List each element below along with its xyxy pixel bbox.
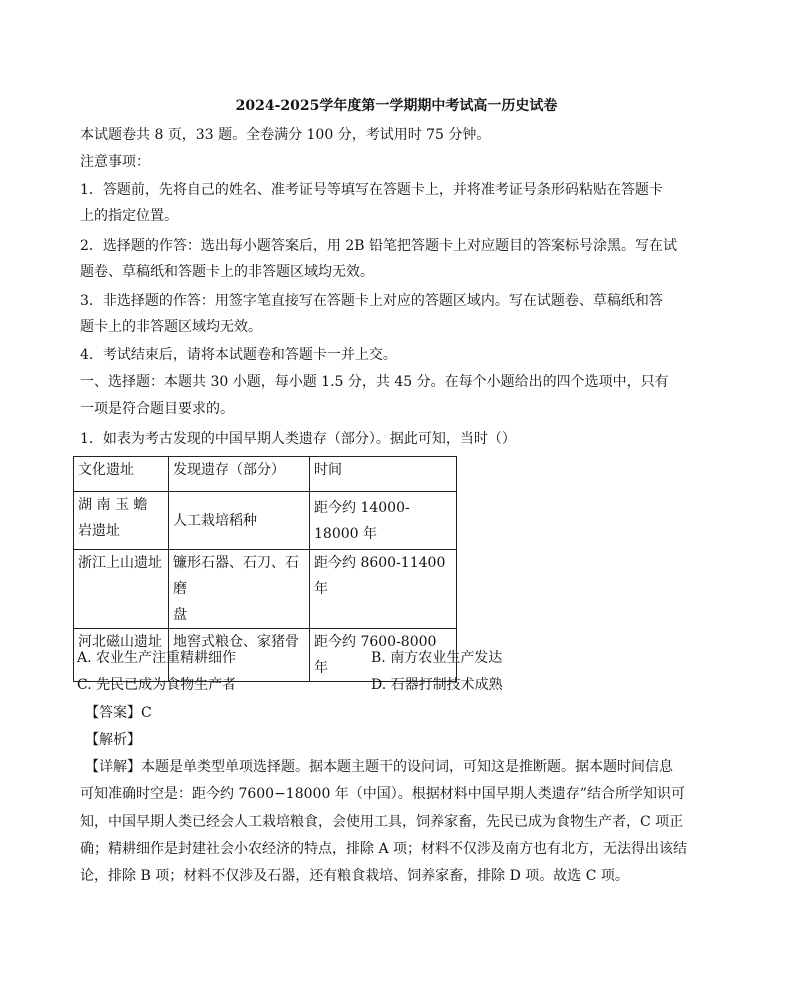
option-a: A. 农业生产注重精耕细作: [77, 650, 237, 666]
explanation-line: 知，中国早期人类已经会人工栽培粮食，会使用工具，饲养家畜，先民已成为食物生产者，C 项正: [80, 814, 684, 830]
table-row: [74, 492, 457, 550]
table-header-cell: 文化遗址: [74, 457, 169, 492]
finds-line: 盘: [173, 607, 187, 623]
table-cell-site: 浙江上山遗址: [74, 550, 169, 629]
table-cell-finds: 地窖式粮仓、家猪骨: [169, 629, 310, 682]
table-cell-time: 距今约 7600-8000 年: [310, 629, 457, 682]
site-line: 岩遗址: [78, 523, 120, 539]
explanation-line: 可知准确时空是：距今约 7600−18000 年（中国）。根据材料中国早期人类遗存”结合所学知识可: [80, 786, 685, 802]
table-header-row: [74, 457, 457, 492]
analysis-heading: 【解析】: [85, 732, 141, 748]
table-cell-finds: 人工栽培稻种: [169, 492, 310, 550]
notice-heading: 注意事项：: [80, 154, 150, 170]
intro-text: 本试题卷共 8 页，33 题。全卷满分 100 分，考试用时 75 分钟。: [80, 127, 491, 143]
table-cell-site: [74, 492, 169, 550]
notice-line: 2．选择题的作答：选出每小题答案后，用 2B 铅笔把答题卡上对应题目的答案标号涂黑。写在试: [80, 238, 678, 254]
notice-line: 上的指定位置。: [80, 208, 178, 224]
question-1-stem: 1．如表为考古发现的中国早期人类遗存（部分）。据此可知，当时（）: [80, 431, 516, 447]
option-d: D. 石器打制技术成熟: [371, 677, 503, 693]
table-cell-time: 距今约 8600-11400 年: [310, 550, 457, 629]
finds-line: 镰形石器、石刀、石磨: [173, 555, 299, 597]
notice-line: 4．考试结束后，请将本试题卷和答题卡一并上交。: [80, 347, 397, 363]
answer-text: 【答案】C: [85, 705, 152, 721]
explanation-line: 确；精耕细作是封建社会小农经济的特点，排除 A 项；材料不仅涉及南方也有北方，无法得出该结: [80, 841, 688, 857]
notice-line: 1．答题前，先将自己的姓名、准考证号等填写在答题卡上，并将准考证号条形码粘贴在答题卡: [80, 182, 663, 198]
site-line: 湖 南 玉 蟾: [78, 497, 148, 513]
notice-line: 题卷、草稿纸和答题卡上的非答题区域均无效。: [80, 264, 374, 280]
table-cell-finds: [169, 550, 310, 629]
table-row: [74, 550, 457, 629]
option-c: C. 先民已成为食物生产者: [77, 677, 237, 693]
explanation-line: 【详解】本题是单类型单项选择题。据本题主题干的设问词，可知这是推断题。据本题时间信息: [85, 759, 673, 775]
explanation-line: 论，排除 B 项；材料不仅涉及石器，还有粮食栽培、饲养家畜，排除 D 项。故选 C 项。: [80, 868, 629, 884]
section-instruction: 一项是符合题目要求的。: [80, 401, 234, 417]
notice-line: 3．非选择题的作答：用签字笔直接写在答题卡上对应的答题区域内。写在试题卷、草稿纸和答: [80, 293, 663, 309]
table-cell-time: 距今约 14000-18000 年: [310, 492, 457, 550]
exam-title: 2024-2025学年度第一学期期中考试高一历史试卷: [235, 98, 558, 114]
option-b: B. 南方农业生产发达: [371, 650, 503, 666]
table-header-cell: 时间: [310, 457, 457, 492]
section-instruction: 一、选择题：本题共 30 小题，每小题 1.5 分，共 45 分。在每个小题给出的四个选项中，只有: [80, 374, 669, 390]
table-cell-site: 河北磁山遗址: [74, 629, 169, 682]
notice-line: 题卡上的非答题区域均无效。: [80, 319, 262, 335]
table-header-cell: 发现遗存（部分）: [169, 457, 310, 492]
